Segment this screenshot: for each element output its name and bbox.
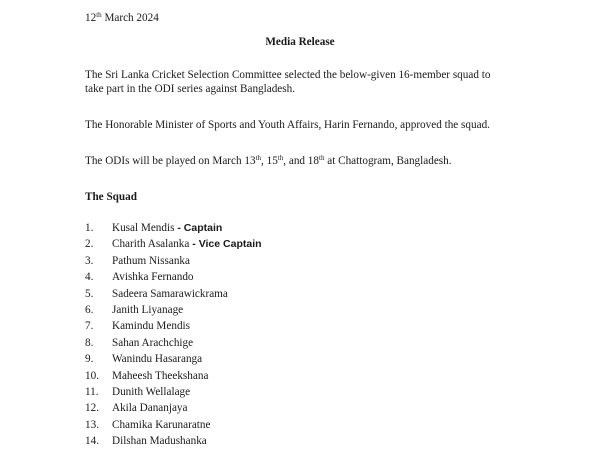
player-name-wrap bbox=[112, 287, 228, 301]
player-name: Janith Liyanage bbox=[112, 304, 184, 316]
player-name: Chamika Karunaratne bbox=[112, 418, 211, 431]
paragraph-squad-selection-line2: take part in the ODI series against Bangladesh. bbox=[85, 83, 296, 95]
player-role: - Captain bbox=[174, 222, 223, 234]
paragraph-minister-approval: The Honorable Minister of Sports and Youth Affairs, Harin Fernando, approved the squad. bbox=[85, 119, 490, 131]
player-number: 9. bbox=[85, 353, 94, 366]
player-number: 3. bbox=[85, 254, 94, 267]
player-name: Maheesh Theekshana bbox=[112, 369, 209, 382]
player-role: - Vice Captain bbox=[189, 238, 262, 251]
player-name: Kamindu Mendis bbox=[112, 320, 190, 333]
player-name-wrap bbox=[112, 319, 190, 333]
player-name: Wanindu Hasaranga bbox=[112, 353, 203, 366]
player-name: Charith Asalanka bbox=[112, 238, 190, 251]
player-name: Pathum Nissanka bbox=[112, 254, 190, 267]
player-name-wrap bbox=[112, 237, 262, 251]
player-name-wrap bbox=[112, 434, 207, 448]
player-name-wrap bbox=[112, 270, 194, 284]
player-name-wrap bbox=[112, 401, 187, 415]
player-name: Sadeera Samarawickrama bbox=[112, 287, 228, 300]
release-date: 12th March 2024 bbox=[85, 11, 159, 24]
player-name: Kusal Mendis bbox=[112, 222, 175, 234]
player-number: 4. bbox=[85, 271, 94, 284]
player-name-wrap bbox=[112, 254, 190, 268]
player-number: 13. bbox=[85, 418, 99, 431]
player-name: Akila Dananjaya bbox=[112, 402, 188, 415]
player-name: Avishka Fernando bbox=[112, 271, 194, 284]
player-name-wrap bbox=[112, 352, 202, 366]
player-number: 14. bbox=[85, 435, 99, 448]
squad-heading: The Squad bbox=[85, 191, 137, 203]
document-title: Media Release bbox=[265, 36, 335, 48]
player-number: 10. bbox=[85, 369, 99, 382]
player-number: 8. bbox=[85, 336, 94, 349]
player-number: 7. bbox=[85, 320, 94, 333]
player-name-wrap bbox=[112, 303, 183, 317]
player-number: 2. bbox=[85, 238, 94, 251]
player-number: 11. bbox=[85, 386, 99, 398]
player-name-wrap bbox=[112, 418, 210, 432]
player-name-wrap bbox=[112, 221, 222, 235]
player-name: Sahan Arachchige bbox=[112, 336, 194, 349]
player-name-wrap bbox=[112, 385, 190, 399]
player-name: Dilshan Madushanka bbox=[112, 435, 207, 448]
player-number: 1. bbox=[85, 222, 94, 234]
player-name: Dunith Wellalage bbox=[112, 386, 191, 398]
player-number: 6. bbox=[85, 304, 94, 316]
player-number: 5. bbox=[85, 287, 94, 300]
paragraph-match-dates: The ODIs will be played on March 13th, 15th, and 18th at Chattogram, Bangladesh. bbox=[85, 154, 452, 167]
paragraph-squad-selection-line1: The Sri Lanka Cricket Selection Committee selected the below-given 16-member squad to bbox=[85, 69, 491, 81]
player-name-wrap bbox=[112, 336, 193, 350]
player-name-wrap bbox=[112, 369, 208, 383]
player-number: 12. bbox=[85, 402, 99, 415]
